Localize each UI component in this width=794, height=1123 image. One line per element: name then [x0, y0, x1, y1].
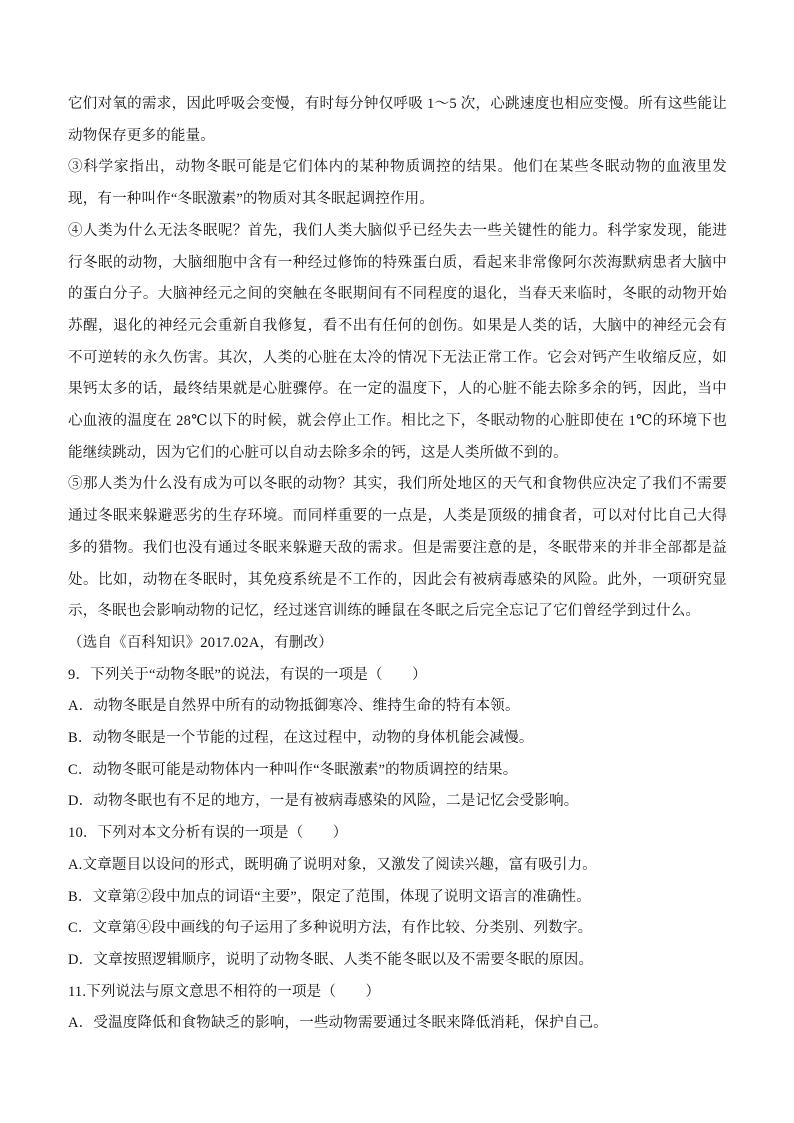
question-9 [68, 660, 727, 819]
paragraph-continuation: 它们对氧的需求，因此呼吸会变慢，有时每分钟仅呼吸 1～5 次，心跳速度也相应变慢。所有这些能让动物保存更多的能量。 [68, 96, 727, 144]
question-11 [68, 977, 727, 1040]
question-9-option-b: B．动物冬眠是一个节能的过程，在这过程中，动物的身体机能会减慢。 [68, 730, 534, 747]
question-9-option-a: A．动物冬眠是自然界中所有的动物抵御寒冷、维持生命的特有本领。 [68, 698, 520, 715]
question-10-option-c: C．文章第④段中画线的句子运用了多种说明方法，有作比较、分类别、列数字。 [68, 920, 593, 937]
question-9-option-d: D．动物冬眠也有不足的地方，一是有被病毒感染的风险，二是记忆会受影响。 [68, 793, 579, 810]
question-10 [68, 818, 727, 977]
question-11-stem: 11.下列说法与原文意思不相符的一项是（ ） [68, 983, 381, 1000]
question-10-option-d: D．文章按照逻辑顺序，说明了动物冬眠、人类不能冬眠以及不需要冬眠的原因。 [68, 951, 594, 968]
question-9-stem: 9．下列关于“动物冬眠”的说法，有误的一项是（ ） [68, 666, 427, 683]
question-10-option-a: A.文章题目以设问的形式，既明确了说明对象，又激发了阅读兴趣，富有吸引力。 [68, 856, 597, 873]
paragraph-5: ⑤那人类为什么没有成为可以冬眠的动物？其实，我们所处地区的天气和食物供应决定了我们不需要通过冬眠来躲避恶劣的生存环境。而同样重要的一点是，人类是顶级的捕食者，可以对付比自己大得多的猎物。我们也没有通过冬眠来躲避天敌的需求。但是需要注意的是，冬眠带来的并非全部都是益处。比如，动物在冬眠时，其免疫系统是不工作的，因此会有被病毒感染的风险。此外，一项研究显示，冬眠也会影响动物的记忆，经过迷宫训练的睡鼠在冬眠之后完全忘记了它们曾经学到过什么。 [68, 476, 727, 620]
paragraph-3: ③科学家指出，动物冬眠可能是它们体内的某种物质调控的结果。他们在某些冬眠动物的血液里发现，有一种叫作“冬眠激素”的物质对其冬眠起调控作用。 [68, 159, 727, 208]
question-9-option-c: C．动物冬眠可能是动物体内一种叫作“冬眠激素”的物质调控的结果。 [68, 761, 518, 778]
question-10-stem: 10．下列对本文分析有误的一项是（ ） [68, 825, 348, 842]
paragraph-4: ④人类为什么无法冬眠呢？首先，我们人类大脑似乎已经失去一些关键性的能力。科学家发现，能进行冬眠的动物，大脑细胞中含有一种经过修饰的特殊蛋白质，看起来非常像阿尔茨海默病患者大脑中的蛋白分子。大脑神经元之间的突触在冬眠期间有不同程度的退化，当春天来临时，冬眠的动物开始苏醒，退化的神经元会重新自我修复，看不出有任何的创伤。如果是人类的话，大脑中的神经元会有不可逆转的永久伤害。其次，人类的心脏在太冷的情况下无法正常工作。它会对钙产生收缩反应，如果钙太多的话，最终结果就是心脏骤停。在一定的温度下，人的心脏不能去除多余的钙，因此，当中心血液的温度在 28℃以下的时候，就会停止工作。相比之下，冬眠动物的心脏即使在 1℃的环境下也能继续跳动，因为它们的心脏可以自动去除多余的钙，这是人类所做不到的。 [68, 222, 727, 461]
source-attribution: （选自《百科知识》2017.02A，有删改） [68, 634, 333, 651]
question-11-option-a: A．受温度降低和食物缺乏的影响，一些动物需要通过冬眠来降低消耗，保护自己。 [68, 1015, 608, 1032]
question-10-option-b: B．文章第②段中加点的词语“主要”，限定了范围，体现了说明文语言的准确性。 [68, 888, 591, 905]
